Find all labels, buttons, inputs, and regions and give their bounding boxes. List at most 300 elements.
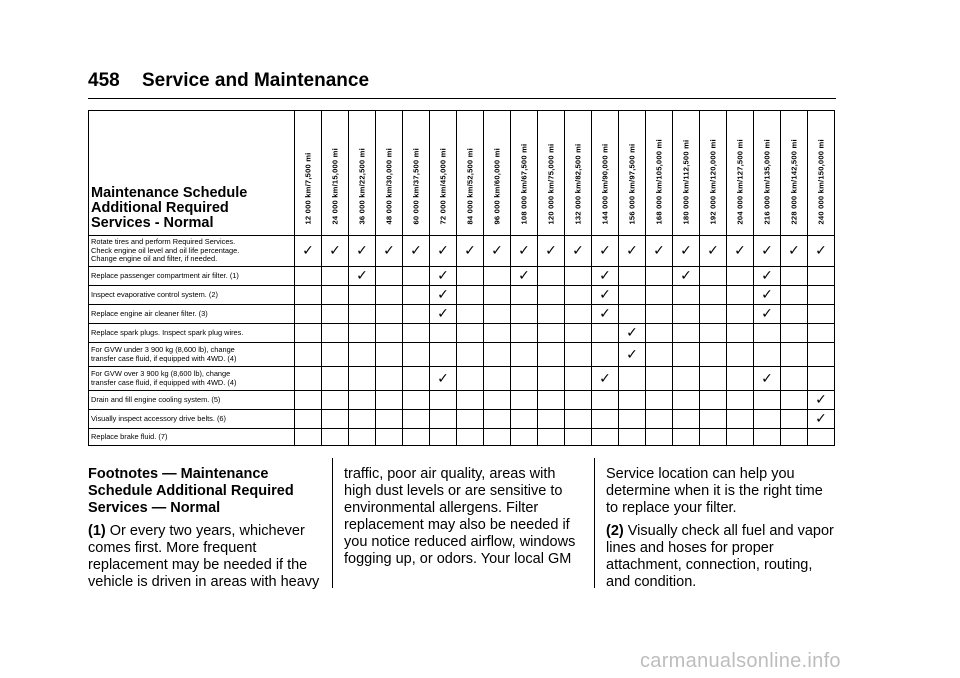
schedule-cell: [349, 429, 376, 446]
schedule-cell: [781, 236, 808, 267]
schedule-cell: [349, 391, 376, 410]
schedule-cell: [538, 305, 565, 324]
service-task: For GVW over 3 900 kg (8,600 lb), change transfer case fluid, if equipped with 4WD. (4): [89, 367, 295, 391]
interval-label: 96 000 km/60,000 mi: [492, 148, 502, 225]
schedule-cell: [295, 236, 322, 267]
schedule-cell: [295, 324, 322, 343]
schedule-cell: [646, 267, 673, 286]
schedule-cell: [700, 267, 727, 286]
schedule-cell: [349, 410, 376, 429]
footnote-2: [606, 523, 838, 591]
schedule-cell: [295, 305, 322, 324]
schedule-cell: [727, 429, 754, 446]
schedule-cell: [484, 324, 511, 343]
schedule-cell: [592, 429, 619, 446]
schedule-cell: [430, 343, 457, 367]
interval-header: [808, 111, 835, 236]
schedule-cell: [295, 410, 322, 429]
schedule-cell: [538, 236, 565, 267]
interval-header: [646, 111, 673, 236]
schedule-cell: [808, 367, 835, 391]
schedule-cell: [700, 429, 727, 446]
checkmark-icon: ✓: [437, 287, 449, 303]
service-task: Replace brake fluid. (7): [89, 429, 295, 446]
schedule-cell: [376, 391, 403, 410]
table-row: [89, 305, 835, 324]
schedule-cell: [592, 410, 619, 429]
interval-label: 132 000 km/82,500 mi: [573, 143, 583, 225]
schedule-cell: [430, 305, 457, 324]
schedule-cell: [322, 391, 349, 410]
schedule-cell: [619, 367, 646, 391]
schedule-cell: [592, 343, 619, 367]
interval-header: [727, 111, 754, 236]
schedule-cell: [403, 410, 430, 429]
checkmark-icon: ✓: [437, 243, 449, 259]
schedule-cell: [673, 367, 700, 391]
schedule-cell: [808, 410, 835, 429]
schedule-cell: [754, 324, 781, 343]
schedule-cell: [808, 343, 835, 367]
schedule-cell: [565, 236, 592, 267]
schedule-cell: [592, 267, 619, 286]
column-divider: [332, 458, 333, 588]
footnote-1-end: Service location can help you determine when it is the right time to replace your filter.: [606, 466, 823, 516]
schedule-cell: [538, 367, 565, 391]
schedule-cell: [430, 367, 457, 391]
schedule-cell: [781, 267, 808, 286]
schedule-cell: [376, 367, 403, 391]
schedule-cell: [808, 305, 835, 324]
schedule-cell: [808, 236, 835, 267]
schedule-cell: [484, 343, 511, 367]
schedule-cell: [781, 391, 808, 410]
schedule-cell: [349, 305, 376, 324]
footnotes-column-1: [88, 466, 320, 597]
schedule-cell: [592, 305, 619, 324]
schedule-cell: [511, 429, 538, 446]
schedule-cell: [646, 429, 673, 446]
schedule-cell: [592, 324, 619, 343]
schedule-cell: [646, 286, 673, 305]
schedule-cell: [511, 367, 538, 391]
interval-label: 240 000 km/150,000 mi: [816, 139, 826, 225]
page-header: [88, 70, 369, 92]
schedule-cell: [457, 343, 484, 367]
schedule-cell: [673, 286, 700, 305]
schedule-cell: [673, 324, 700, 343]
table-header-row: [89, 111, 835, 236]
schedule-cell: [727, 236, 754, 267]
interval-label: 84 000 km/52,500 mi: [465, 148, 475, 225]
schedule-cell: [430, 236, 457, 267]
schedule-cell: [646, 236, 673, 267]
checkmark-icon: ✓: [518, 243, 530, 259]
checkmark-icon: ✓: [383, 243, 395, 259]
interval-header: [673, 111, 700, 236]
checkmark-icon: ✓: [437, 268, 449, 284]
service-task: Replace spark plugs. Inspect spark plug wires.: [89, 324, 295, 343]
schedule-cell: [403, 286, 430, 305]
schedule-cell: [457, 305, 484, 324]
schedule-cell: [700, 391, 727, 410]
schedule-cell: [484, 410, 511, 429]
checkmark-icon: ✓: [815, 411, 827, 427]
service-task: Visually inspect accessory drive belts. (6): [89, 410, 295, 429]
schedule-cell: [403, 305, 430, 324]
schedule-cell: [619, 343, 646, 367]
schedule-cell: [484, 429, 511, 446]
checkmark-icon: ✓: [680, 243, 692, 259]
schedule-cell: [349, 324, 376, 343]
schedule-cell: [322, 367, 349, 391]
interval-label: 228 000 km/142,500 mi: [789, 139, 799, 225]
footnote-1-continued: traffic, poor air quality, areas with high dust levels or are sensitive to environmental allergens. Filter replacement may also be needed if you notice reduced airflow, windows fogging up, or odors. Your local GM: [344, 466, 576, 567]
schedule-cell: [511, 267, 538, 286]
interval-label: 36 000 km/22,500 mi: [357, 148, 367, 225]
schedule-cell: [511, 343, 538, 367]
schedule-cell: [646, 343, 673, 367]
checkmark-icon: ✓: [302, 243, 314, 259]
schedule-cell: [565, 286, 592, 305]
schedule-cell: [538, 343, 565, 367]
schedule-cell: [511, 324, 538, 343]
schedule-cell: [322, 236, 349, 267]
schedule-cell: [403, 324, 430, 343]
schedule-cell: [376, 410, 403, 429]
watermark: carmanualsonline.info: [640, 650, 841, 672]
interval-header: [484, 111, 511, 236]
schedule-cell: [781, 429, 808, 446]
schedule-cell: [754, 391, 781, 410]
schedule-cell: [322, 429, 349, 446]
schedule-cell: [295, 286, 322, 305]
schedule-cell: [403, 343, 430, 367]
schedule-cell: [754, 410, 781, 429]
schedule-cell: [430, 324, 457, 343]
schedule-cell: [592, 391, 619, 410]
schedule-cell: [484, 391, 511, 410]
interval-label: 204 000 km/127,500 mi: [735, 139, 745, 225]
table-row: [89, 324, 835, 343]
schedule-cell: [727, 367, 754, 391]
schedule-cell: [673, 410, 700, 429]
footnote-number: (2): [606, 523, 624, 539]
schedule-cell: [430, 286, 457, 305]
maintenance-table-container: [88, 110, 835, 446]
schedule-cell: [700, 324, 727, 343]
schedule-cell: [619, 286, 646, 305]
maintenance-schedule-table: [88, 110, 835, 446]
schedule-cell: [538, 267, 565, 286]
schedule-cell: [376, 286, 403, 305]
interval-label: 216 000 km/135,000 mi: [762, 139, 772, 225]
interval-header: [430, 111, 457, 236]
table-row: [89, 343, 835, 367]
interval-label: 12 000 km/7,500 mi: [303, 152, 313, 225]
schedule-cell: [646, 305, 673, 324]
schedule-cell: [403, 367, 430, 391]
schedule-cell: [781, 367, 808, 391]
schedule-cell: [322, 286, 349, 305]
schedule-cell: [295, 267, 322, 286]
checkmark-icon: ✓: [599, 306, 611, 322]
schedule-cell: [349, 343, 376, 367]
schedule-cell: [376, 429, 403, 446]
service-task: Replace engine air cleaner filter. (3): [89, 305, 295, 324]
schedule-cell: [646, 391, 673, 410]
schedule-cell: [673, 305, 700, 324]
interval-label: 192 000 km/120,000 mi: [708, 139, 718, 225]
checkmark-icon: ✓: [653, 243, 665, 259]
interval-header: [538, 111, 565, 236]
schedule-cell: [619, 305, 646, 324]
schedule-cell: [781, 286, 808, 305]
schedule-cell: [592, 286, 619, 305]
schedule-cell: [808, 286, 835, 305]
schedule-cell: [808, 429, 835, 446]
schedule-cell: [376, 324, 403, 343]
interval-header: [565, 111, 592, 236]
table-row: [89, 267, 835, 286]
checkmark-icon: ✓: [491, 243, 503, 259]
schedule-cell: [700, 286, 727, 305]
schedule-cell: [565, 267, 592, 286]
schedule-cell: [295, 429, 322, 446]
schedule-cell: [376, 305, 403, 324]
schedule-cell: [619, 410, 646, 429]
schedule-cell: [565, 343, 592, 367]
interval-header: [322, 111, 349, 236]
schedule-cell: [430, 429, 457, 446]
schedule-cell: [457, 410, 484, 429]
interval-label: 60 000 km/37,500 mi: [411, 148, 421, 225]
interval-label: 24 000 km/15,000 mi: [330, 148, 340, 225]
schedule-cell: [322, 324, 349, 343]
schedule-cell: [457, 286, 484, 305]
interval-label: 156 000 km/97,500 mi: [627, 143, 637, 225]
schedule-cell: [484, 305, 511, 324]
interval-header: [295, 111, 322, 236]
interval-header: [403, 111, 430, 236]
schedule-cell: [700, 236, 727, 267]
schedule-cell: [403, 391, 430, 410]
schedule-cell: [673, 236, 700, 267]
checkmark-icon: ✓: [761, 243, 773, 259]
schedule-cell: [592, 367, 619, 391]
table-row: [89, 429, 835, 446]
schedule-cell: [781, 324, 808, 343]
schedule-cell: [457, 391, 484, 410]
checkmark-icon: ✓: [599, 243, 611, 259]
schedule-cell: [376, 343, 403, 367]
schedule-cell: [511, 236, 538, 267]
interval-header: [781, 111, 808, 236]
schedule-cell: [727, 391, 754, 410]
interval-header: [349, 111, 376, 236]
schedule-cell: [673, 391, 700, 410]
checkmark-icon: ✓: [815, 392, 827, 408]
checkmark-icon: ✓: [437, 306, 449, 322]
schedule-cell: [619, 236, 646, 267]
schedule-cell: [754, 343, 781, 367]
schedule-cell: [538, 429, 565, 446]
interval-header: [754, 111, 781, 236]
checkmark-icon: ✓: [626, 243, 638, 259]
schedule-cell: [781, 305, 808, 324]
interval-header: [592, 111, 619, 236]
schedule-cell: [538, 324, 565, 343]
schedule-cell: [700, 410, 727, 429]
schedule-cell: [754, 305, 781, 324]
schedule-cell: [511, 410, 538, 429]
schedule-cell: [619, 429, 646, 446]
table-title: Maintenance Schedule Additional Required Services - Normal: [89, 111, 295, 236]
service-task: For GVW under 3 900 kg (8,600 lb), change transfer case fluid, if equipped with 4WD. (4): [89, 343, 295, 367]
schedule-cell: [403, 267, 430, 286]
schedule-cell: [700, 367, 727, 391]
schedule-cell: [457, 324, 484, 343]
checkmark-icon: ✓: [680, 268, 692, 284]
checkmark-icon: ✓: [599, 268, 611, 284]
table-row: [89, 410, 835, 429]
checkmark-icon: ✓: [761, 306, 773, 322]
checkmark-icon: ✓: [707, 243, 719, 259]
schedule-cell: [673, 267, 700, 286]
interval-label: 108 000 km/67,500 mi: [519, 143, 529, 225]
schedule-cell: [295, 391, 322, 410]
interval-label: 168 000 km/105,000 mi: [654, 139, 664, 225]
table-row: [89, 286, 835, 305]
schedule-cell: [430, 267, 457, 286]
checkmark-icon: ✓: [356, 243, 368, 259]
checkmark-icon: ✓: [545, 243, 557, 259]
schedule-cell: [403, 429, 430, 446]
footnote-text: Visually check all fuel and vapor lines and hoses for proper attachment, connection, routing, and condition.: [606, 523, 834, 590]
schedule-cell: [646, 367, 673, 391]
schedule-cell: [511, 286, 538, 305]
checkmark-icon: ✓: [599, 370, 611, 387]
schedule-cell: [484, 367, 511, 391]
schedule-cell: [808, 391, 835, 410]
checkmark-icon: ✓: [734, 243, 746, 259]
checkmark-icon: ✓: [464, 243, 476, 259]
checkmark-icon: ✓: [437, 370, 449, 387]
checkmark-icon: ✓: [626, 346, 638, 363]
schedule-cell: [457, 267, 484, 286]
schedule-cell: [376, 236, 403, 267]
schedule-cell: [565, 324, 592, 343]
schedule-cell: [430, 410, 457, 429]
schedule-cell: [808, 267, 835, 286]
checkmark-icon: ✓: [329, 243, 341, 259]
interval-header: [700, 111, 727, 236]
schedule-cell: [484, 267, 511, 286]
schedule-cell: [511, 391, 538, 410]
schedule-cell: [430, 391, 457, 410]
schedule-cell: [727, 324, 754, 343]
schedule-cell: [295, 367, 322, 391]
checkmark-icon: ✓: [761, 287, 773, 303]
schedule-cell: [781, 343, 808, 367]
schedule-cell: [349, 267, 376, 286]
schedule-cell: [538, 410, 565, 429]
service-task: Rotate tires and perform Required Services. Check engine oil level and oil life percentage. Change engine oil and filter, if needed.: [89, 236, 295, 267]
page-number: 458: [88, 70, 120, 91]
schedule-cell: [322, 305, 349, 324]
schedule-cell: [322, 410, 349, 429]
interval-label: 120 000 km/75,000 mi: [546, 143, 556, 225]
table-row: [89, 367, 835, 391]
table-row: [89, 236, 835, 267]
schedule-cell: [673, 343, 700, 367]
schedule-cell: [592, 236, 619, 267]
schedule-cell: [700, 305, 727, 324]
schedule-cell: [322, 267, 349, 286]
schedule-cell: [619, 267, 646, 286]
schedule-cell: [727, 410, 754, 429]
schedule-cell: [565, 429, 592, 446]
schedule-cell: [349, 236, 376, 267]
checkmark-icon: ✓: [599, 287, 611, 303]
schedule-cell: [673, 429, 700, 446]
table-body: [89, 236, 835, 446]
interval-label: 48 000 km/30,000 mi: [384, 148, 394, 225]
schedule-cell: [403, 236, 430, 267]
footnotes-column-2: [344, 466, 576, 574]
schedule-cell: [754, 367, 781, 391]
schedule-cell: [781, 410, 808, 429]
schedule-cell: [727, 286, 754, 305]
table-row: [89, 391, 835, 410]
service-task: Replace passenger compartment air filter. (1): [89, 267, 295, 286]
schedule-cell: [565, 305, 592, 324]
schedule-cell: [808, 324, 835, 343]
schedule-cell: [565, 391, 592, 410]
schedule-cell: [376, 267, 403, 286]
schedule-cell: [700, 343, 727, 367]
service-task: Drain and fill engine cooling system. (5): [89, 391, 295, 410]
schedule-cell: [754, 236, 781, 267]
checkmark-icon: ✓: [572, 243, 584, 259]
checkmark-icon: ✓: [761, 370, 773, 387]
header-rule: [88, 98, 836, 99]
checkmark-icon: ✓: [788, 243, 800, 259]
service-task: Inspect evaporative control system. (2): [89, 286, 295, 305]
column-divider: [594, 458, 595, 588]
section-title: Service and Maintenance: [142, 70, 370, 91]
schedule-cell: [511, 305, 538, 324]
schedule-cell: [646, 324, 673, 343]
schedule-cell: [727, 267, 754, 286]
interval-label: 144 000 km/90,000 mi: [600, 143, 610, 225]
interval-label: 72 000 km/45,000 mi: [438, 148, 448, 225]
checkmark-icon: ✓: [626, 325, 638, 341]
checkmark-icon: ✓: [356, 268, 368, 284]
schedule-cell: [295, 343, 322, 367]
checkmark-icon: ✓: [410, 243, 422, 259]
schedule-cell: [754, 429, 781, 446]
schedule-cell: [349, 367, 376, 391]
schedule-cell: [484, 286, 511, 305]
schedule-cell: [457, 429, 484, 446]
schedule-cell: [619, 391, 646, 410]
schedule-cell: [754, 286, 781, 305]
interval-header: [376, 111, 403, 236]
footnote-number: (1): [88, 523, 106, 539]
schedule-cell: [457, 367, 484, 391]
schedule-cell: [484, 236, 511, 267]
